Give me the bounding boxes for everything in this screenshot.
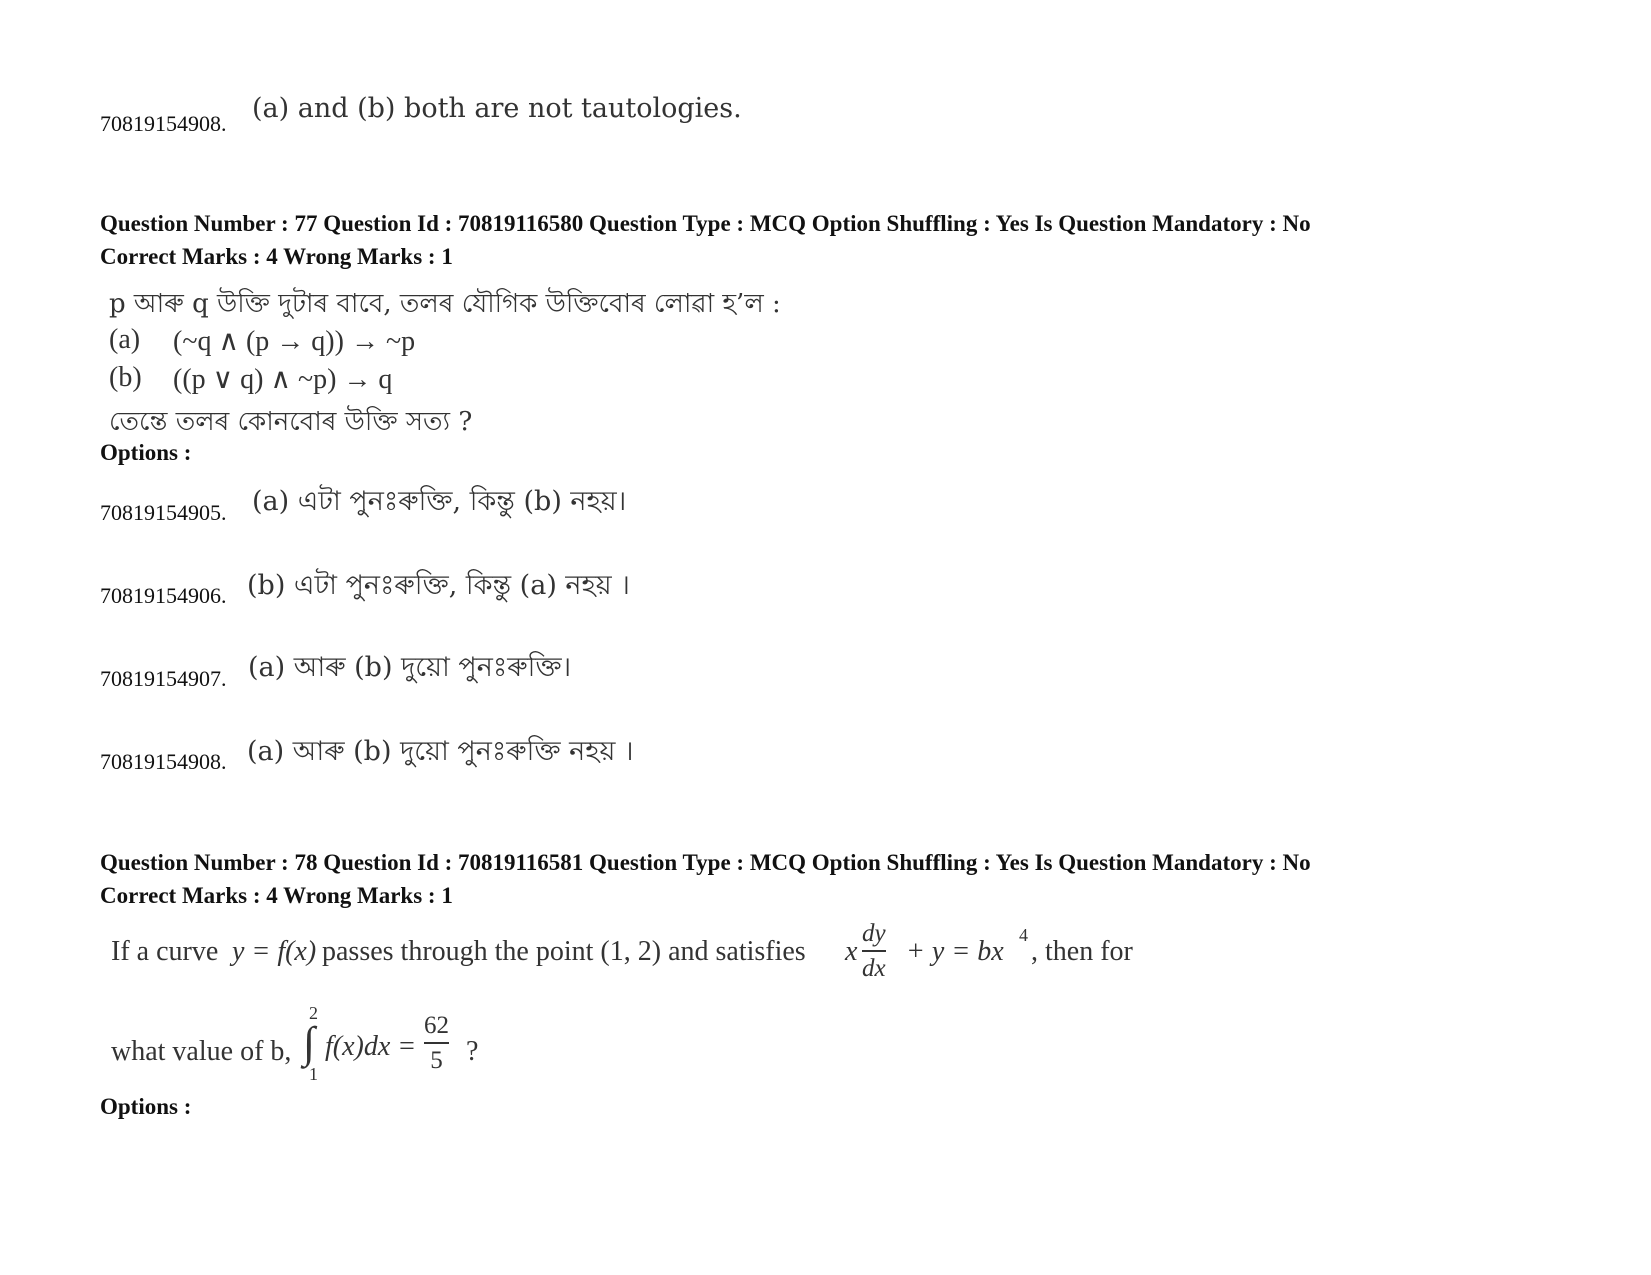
integrand: f(x)dx = [325,1031,417,1062]
options-label: Options : [100,1094,192,1119]
option-text[interactable]: (b) এটা পুনঃৰুক্তি, কিন্তু (a) নহয় । [247,570,630,601]
question-intro: p আৰু q উক্তি দুটাৰ বাবে, তলৰ যৌগিক উক্তিবোৰ লোৱা হ’ল : [109,289,781,319]
statement-a: (~q ∧ (p → q)) → ~p [173,326,416,357]
question-header: Question Number : 77 Question Id : 70819116580 Question Type : MCQ Option Shuffling : Yes Is Question Mandatory : No [100,211,1311,236]
option-text[interactable]: (a) আৰু (b) দুয়ো পুনঃৰুক্তি। [248,652,572,683]
question-header: Question Number : 78 Question Id : 70819116581 Question Type : MCQ Option Shuffling : Yes Is Question Mandatory : No [100,850,1311,875]
marks-line: Correct Marks : 4 Wrong Marks : 1 [100,244,453,269]
option-id: 70819154907. [100,666,227,691]
statement-b-label: (b) [109,362,142,393]
fraction-bar [862,950,886,952]
question-text: passes through the point (1, 2) and satisfies [322,936,806,967]
exponent: 4 [1019,925,1028,945]
integral-lower-limit: 1 [309,1064,318,1084]
option-id: 70819154908. [100,749,227,774]
fraction-denominator: 5 [430,1046,443,1074]
fraction-numerator: 62 [424,1012,449,1039]
option-text[interactable]: (a) এটা পুনঃৰুক্তি, কিন্তু (b) নহয়। [252,486,627,517]
derivative-fraction [862,920,886,983]
fraction-numerator: dy [862,920,886,947]
option-text: (a) and (b) both are not tautologies. [252,93,742,124]
value-fraction [424,1012,449,1075]
question-mark: ? [466,1036,479,1067]
fraction-bar [424,1042,449,1044]
option-text[interactable]: (a) আৰু (b) দুয়ো পুনঃৰুক্তি নহয় । [247,736,634,767]
option-id: 70819154908. [100,111,227,136]
integral-sign: ∫ [303,1018,316,1067]
marks-line: Correct Marks : 4 Wrong Marks : 1 [100,883,453,908]
option-id: 70819154905. [100,500,227,525]
equation-rest: + y = bx [906,936,1004,967]
option-id: 70819154906. [100,583,227,608]
curve-equation: y = f(x) [232,936,317,967]
fraction-denominator: dx [862,954,886,982]
integral-upper-limit: 2 [309,1003,318,1023]
question-ask: তেন্তে তলৰ কোনবোৰ উক্তি সত্য ? [109,407,473,437]
options-label: Options : [100,440,192,465]
statement-a-label: (a) [109,324,141,355]
question-text: If a curve [111,936,219,967]
question-text: what value of b, [111,1036,292,1067]
x-variable: x [845,936,858,967]
statement-b: ((p ∨ q) ∧ ~p) → q [173,364,393,395]
question-text: , then for [1031,936,1133,967]
